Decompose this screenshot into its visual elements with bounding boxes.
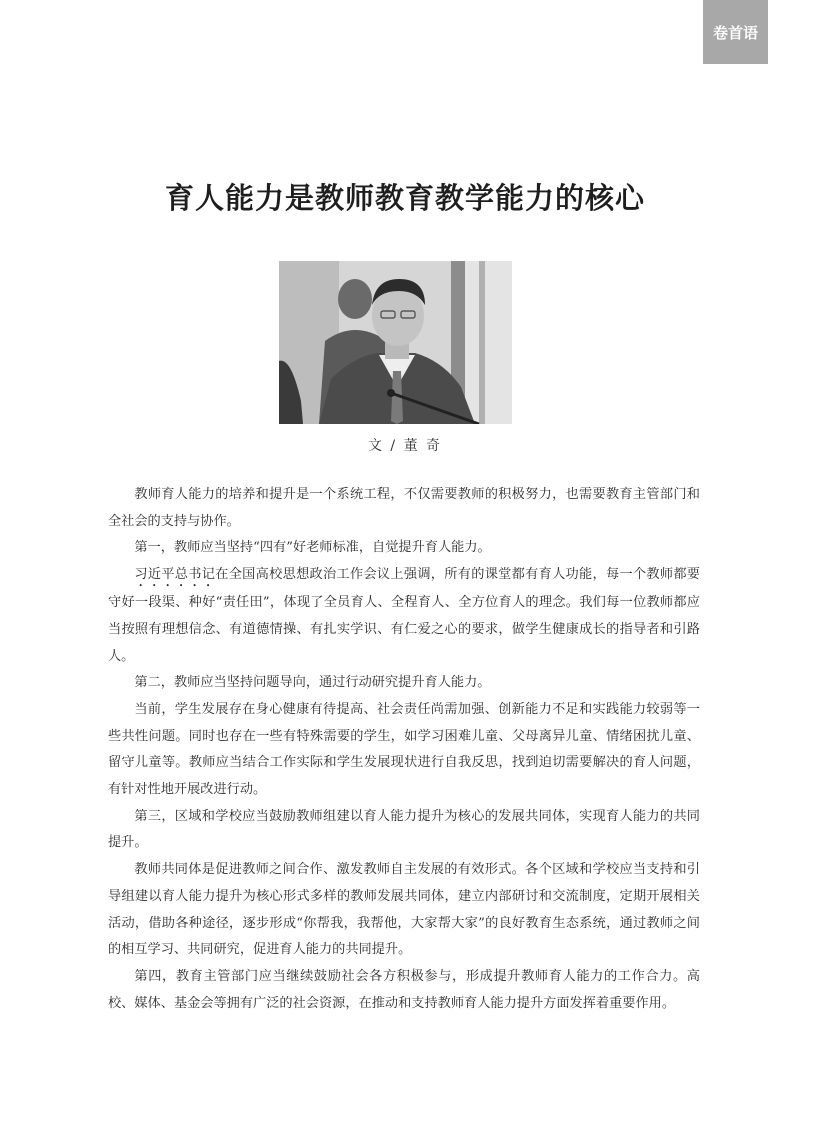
paragraph: 教师育人能力的培养和提升是一个系统工程，不仅需要教师的积极努力，也需要教育主管部门和全社会的支持与协作。 (108, 487, 700, 529)
paragraph: 第三，区域和学校应当鼓励教师组建以育人能力提升为核心的发展共同体，实现育人能力的共同提升。 (108, 808, 700, 851)
paragraph: 第二，教师应当坚持问题导向，通过行动研究提升育人能力。 (134, 675, 491, 691)
byline: 文 / 董 奇 (367, 438, 443, 454)
paragraph: 教师共同体是促进教师之间合作、激发教师自主发展的有效形式。各个区域和学校应当支持和引导组建以育人能力提升为核心形式多样的教师发展共同体，建立内部研讨和交流制度，定期开展相关活动，借助各种途径，逐步形成“你帮我，我帮他，大家帮大家”的良好教育生态系统，通过教师之间的相互学习、共同研究，促进育人能力的共同提升。 (108, 862, 700, 958)
paragraph (108, 562, 700, 670)
article-title: 育人能力是教师教育教学能力的核心 (164, 181, 645, 215)
article-body (108, 482, 700, 1017)
paragraph: 第四，教育主管部门应当继续鼓励社会各方积极参与，形成提升教师育人能力的工作合力。高校、媒体、基金会等拥有广泛的社会资源，在推动和支持教师育人能力提升方面发挥着重要作用。 (108, 968, 700, 1011)
section-tab: 卷首语 (703, 0, 768, 64)
author-photo (279, 261, 512, 424)
paragraph-text: 在全国高校思想政治工作会议上强调，所有的课堂都有育人功能，每一个教师都要守好一段渠、种好“责任田”，体现了全员育人、全程育人、全方位育人的理念。我们每一位教师都应当按照有理想信念、有道德情操、有扎实学识、有仁爱之心的要求，做学生健康成长的指导者和引路人。 (108, 567, 700, 664)
paragraph: 第一，教师应当坚持“四有”好老师标准，自觉提升育人能力。 (134, 540, 491, 556)
paragraph: 当前，学生发展存在身心健康有待提高、社会责任尚需加强、创新能力不足和实践能力较弱等一些共性问题。同时也存在一些有特殊需要的学生，如学习困难儿童、父母离异儿童、情绪困扰儿童、留守儿童等。教师应当结合工作实际和学生发展现状进行自我反思，找到迫切需要解决的育人问题，有针对性地开展改进行动。 (108, 701, 700, 798)
emphasized-name: 习近平总书记 (134, 567, 216, 583)
